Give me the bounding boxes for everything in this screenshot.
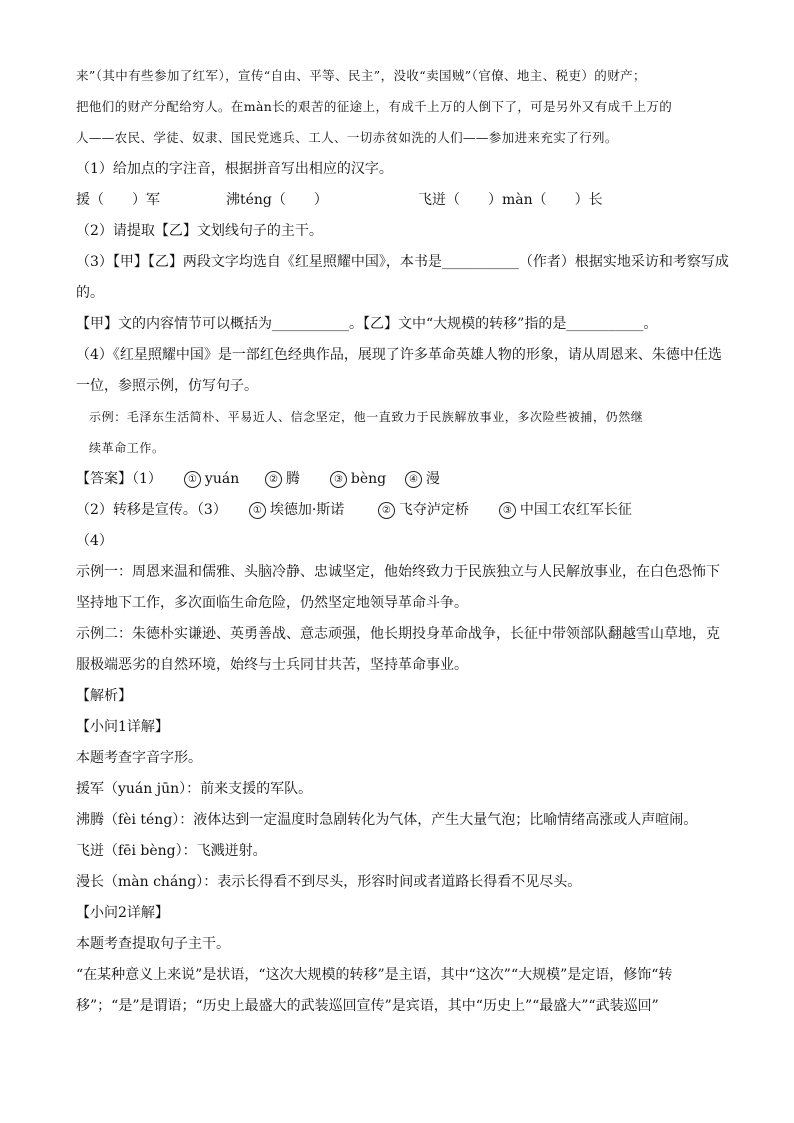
- question-3: 【甲】文的内容情节可以概括为___________。【乙】文中“大规模的转移”指的是___________。: [76, 316, 658, 332]
- analysis-text: 本题考查提取句子主干。: [76, 936, 230, 952]
- answer-2-3: [76, 500, 726, 520]
- circled-number: ④: [405, 471, 422, 488]
- passage-line: 把他们的财产分配给穷人。在màn长的艰苦的征途上，有成千上万的人倒下了，可是另外又有成千上万的: [76, 99, 673, 114]
- question-1-items: [76, 190, 726, 210]
- question-2: （2）请提取【乙】文划线句子的主干。: [76, 223, 323, 239]
- analysis-subheading: 【小问2详解】: [76, 905, 169, 921]
- analysis-text: 飞迸（fēi bèng）：飞溅迸射。: [76, 843, 267, 859]
- circled-number: ①: [184, 471, 201, 488]
- circled-number: ②: [265, 471, 282, 488]
- passage-line: 人——农民、学徒、奴隶、国民党逃兵、工人、一切赤贫如洗的人们——参加进来充实了行列。: [76, 130, 618, 145]
- analysis-subheading: 【小问1详解】: [76, 719, 169, 735]
- answer-value: 漫: [425, 471, 440, 487]
- answer-text: （2）转移是宣传。（3）: [76, 502, 227, 518]
- example: 续革命工作。: [89, 441, 165, 455]
- passage-line: 来”（其中有些参加了红军），宣传“自由、平等、民主”，没收“卖国贼”（官僚、地主、税吏）的财产；: [76, 68, 646, 83]
- question-3: 的。: [76, 285, 104, 301]
- example: 示例：毛泽东生活简朴、平易近人、信念坚定，他一直致力于民族解放事业，多次险些被捕，仍然继: [89, 410, 644, 424]
- answer-4: （4）: [76, 533, 113, 549]
- document-page: [76, 66, 729, 1027]
- analysis-text: 漫长（màn cháng）：表示长得看不到尽头，形容时间或者道路长得看不见尽头。: [76, 874, 582, 890]
- circled-number: ②: [378, 502, 395, 519]
- answer-value: yuán: [204, 471, 240, 487]
- q1-item: 援（ ）军: [76, 192, 160, 208]
- answer-example: 服极端恶劣的自然环境，始终与士兵同甘共苦，坚持革命事业。: [76, 657, 468, 673]
- question-3: （3）【甲】【乙】两段文字均选自《红星照耀中国》，本书是___________（作者）根据实地采访和考察写成: [76, 254, 729, 270]
- question-1: （1）给加点的字注音，根据拼音写出相应的汉字。: [76, 161, 393, 177]
- answer-label: 【答案】（1）: [76, 471, 162, 487]
- answer-example: 示例一：周恩来温和儒雅、头脑冷静、忠诚坚定，他始终致力于民族独立与人民解放事业，在白色恐怖下: [76, 564, 720, 580]
- answer-value: bèng: [350, 471, 387, 487]
- answer-value: 飞夺泸定桥: [398, 502, 469, 518]
- analysis-text: 本题考查字音字形。: [76, 750, 202, 766]
- analysis-text: “在某种意义上来说”是状语，“这次大规模的转移”是主语，其中“这次”“大规模”是定语，修饰“转: [76, 967, 673, 983]
- question-4: 一位，参照示例，仿写句子。: [76, 378, 258, 394]
- q1-item: 飞迸（ ）màn（ ）长: [418, 192, 603, 208]
- answer-1: [76, 469, 726, 489]
- analysis-text: 援军（yuán jūn）：前来支援的军队。: [76, 781, 313, 797]
- circled-number: ③: [499, 502, 516, 519]
- analysis-text: 沸腾（fèi téng）：液体达到一定温度时急剧转化为气体，产生大量气泡；比喻情绪高涨或人声喧闹。: [76, 812, 698, 828]
- answer-value: 中国工农红军长征: [519, 502, 632, 518]
- question-4: （4）《红星照耀中国》是一部红色经典作品，展现了许多革命英雄人物的形象，请从周恩来、朱德中任选: [76, 347, 722, 363]
- answer-example: 坚持地下工作，多次面临生命危险，仍然坚定地领导革命斗争。: [76, 595, 468, 611]
- analysis-text: 移”；“是”是谓语；“历史上最盛大的武装巡回宣传”是宾语，其中“历史上”“最盛大”“武装巡回”: [76, 998, 659, 1014]
- analysis-label: 【解析】: [76, 688, 132, 704]
- circled-number: ①: [249, 502, 266, 519]
- q1-item: 沸téng（ ）: [226, 192, 328, 208]
- circled-number: ③: [330, 471, 347, 488]
- answer-value: 埃德加·斯诺: [269, 502, 345, 518]
- answer-example: 示例二：朱德朴实谦逊、英勇善战、意志顽强，他长期投身革命战争，长征中带领部队翻越雪山草地，克: [76, 626, 720, 642]
- answer-value: 腾: [285, 471, 300, 487]
